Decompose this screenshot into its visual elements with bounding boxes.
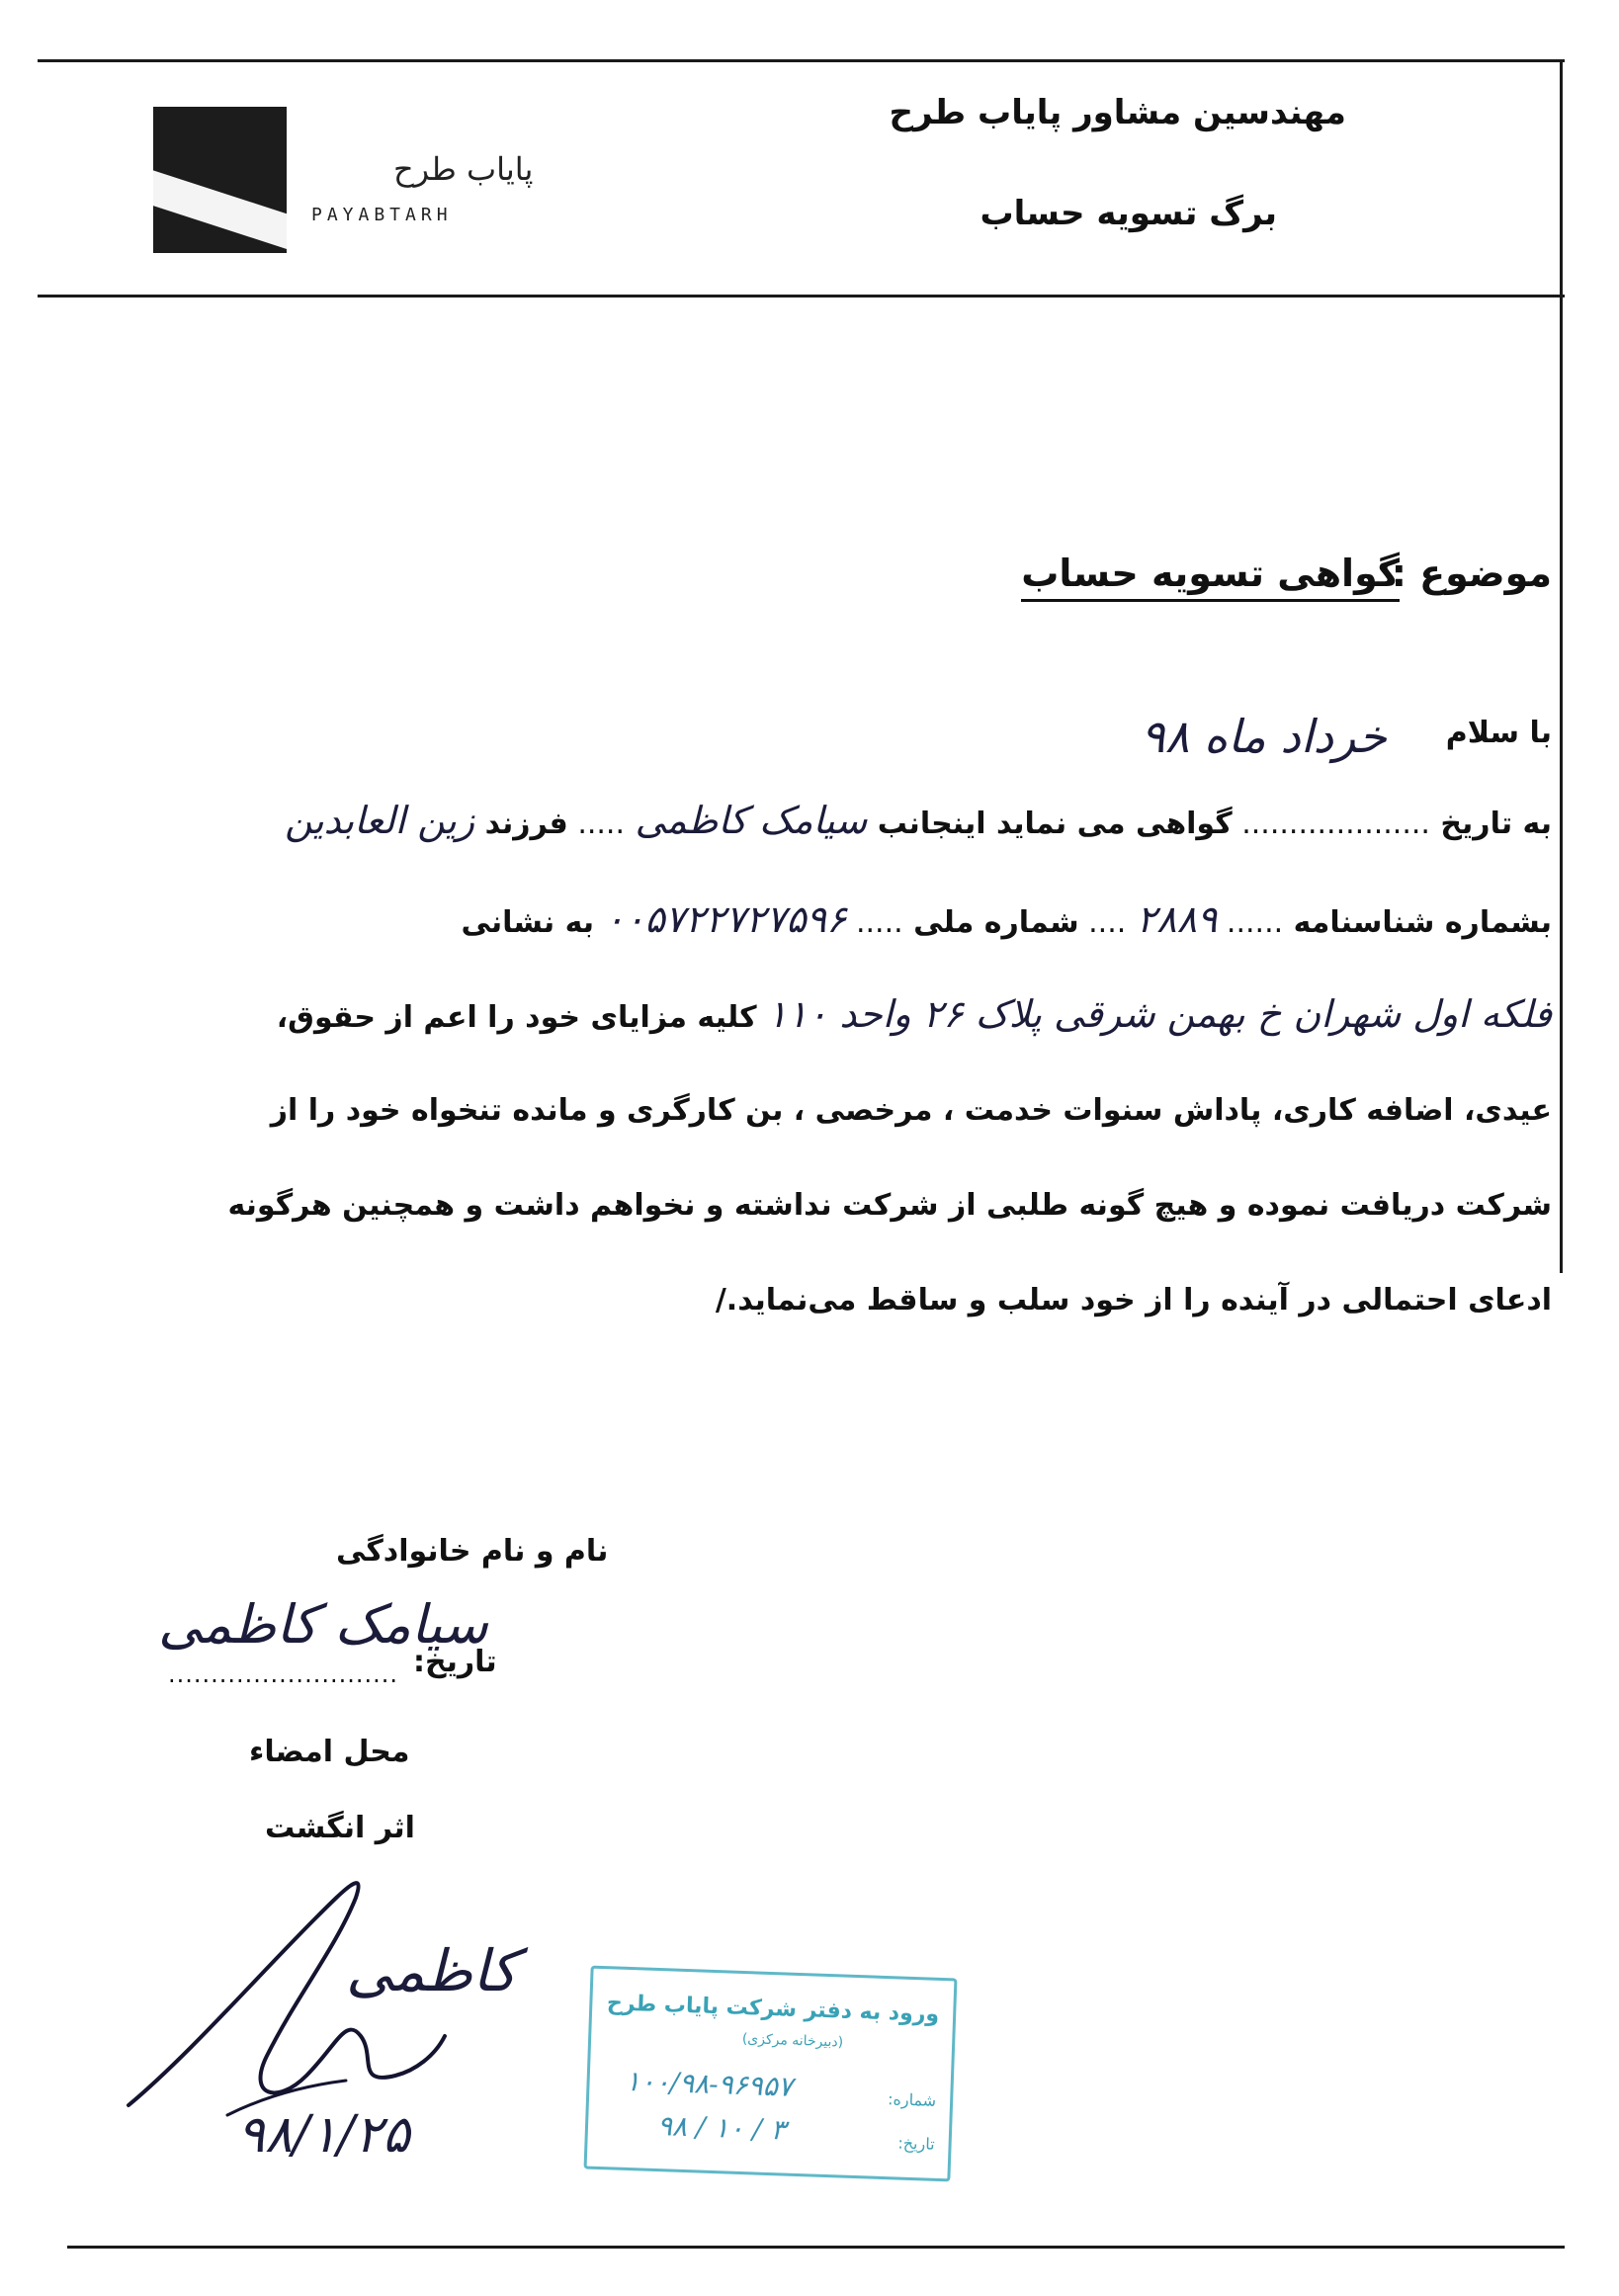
address-label: به نشانی [461, 905, 595, 940]
company-name: مهندسین مشاور پایاب طرح [889, 93, 1346, 132]
date-prefix: به تاریخ [1440, 807, 1552, 841]
logo-text-en: PAYABTARH [311, 205, 453, 225]
stamp-number-label: شماره: [887, 2089, 937, 2110]
stamp-date-value: ۹۸ / ۱۰ / ۳ [656, 2109, 787, 2147]
body-line-6: ادعای احتمالی در آینده را از خود سلب و ساقط می‌نماید./ [715, 1283, 1552, 1318]
registry-stamp [584, 1966, 958, 2182]
logo-text-fa: پایاب طرح [393, 150, 534, 188]
certify-text: گواهی می نماید اینجانب [877, 807, 1233, 841]
signed-date-handwritten: ۹۸/۱/۲۵ [237, 2105, 410, 2165]
stamp-number-value: ۱۰۰/۹۸-۹۶۹۵۷ [625, 2064, 794, 2103]
signature-name-handwritten: کاظمی [346, 1937, 518, 2004]
employee-name-handwritten: سیامک کاظمی [635, 799, 868, 842]
stamp-subtitle: (دبیرخانه مرکزی) [741, 2030, 844, 2051]
national-id-handwritten: ۰۰۵۷۲۲۷۲۷۵۹۶ [604, 897, 847, 941]
body-line-3-text: کلیه مزایای خود را اعم از حقوق، [276, 1000, 757, 1035]
greeting: با سلام [1445, 716, 1552, 750]
subject-value: گواهی تسویه حساب [1021, 552, 1400, 602]
signer-date-dots: ........................... [168, 1660, 398, 1688]
child-of-label: فرزند [484, 807, 568, 841]
name-label: نام و نام خانوادگی [336, 1534, 609, 1569]
body-line-4: عیدی، اضافه کاری، پاداش سنوات خدمت ، مرخصی ، بن کارگری و مانده تنخواه خود را از [270, 1093, 1552, 1128]
header-top-rule [38, 59, 1565, 62]
address-handwritten: فلکه اول شهران خ بهمن شرقی پلاک ۲۶ واحد ۱۱۰ [767, 992, 1552, 1036]
handwritten-date: خرداد ماه ۹۸ [1141, 710, 1387, 763]
stamp-date-label: تاریخ: [897, 2133, 935, 2154]
father-name-handwritten: زین العابدین [285, 799, 475, 842]
national-id-label: شماره ملی [913, 905, 1079, 940]
logo-stripe [153, 170, 287, 251]
form-title: برگ تسویه حساب [980, 194, 1277, 233]
stamp-title: ورود به دفتر شرکت پایاب طرح [606, 1991, 940, 2027]
header-bottom-rule [38, 295, 1565, 298]
id-number-label: بشماره شناسنامه [1293, 905, 1552, 940]
fingerprint-label: اثر انگشت [265, 1811, 415, 1845]
id-number-handwritten: ۲۸۸۹ [1136, 897, 1218, 941]
footer-rule [67, 2246, 1565, 2249]
signer-date-label: تاریخ: [413, 1645, 497, 1679]
body-line-5: شرکت دریافت نموده و هیچ گونه طلبی از شرکت نداشته و نخواهم داشت و همچنین هرگونه [227, 1188, 1552, 1223]
body-line-2: بشماره شناسنامه ...... ۲۸۸۹ .... شماره ملی ..... ۰۰۵۷۲۲۷۲۷۵۹۶ به نشانی [461, 897, 1552, 941]
date-dots: .................... [1232, 807, 1430, 841]
subject-label: موضوع : [1391, 552, 1552, 595]
signature-place-label: محل امضاء [249, 1735, 410, 1769]
company-logo [153, 107, 287, 253]
signer-name-handwritten: سیامک کاظمی [158, 1593, 488, 1656]
body-line-1: به تاریخ .................... گواهی می نماید اینجانب سیامک کاظمی ..... فرزند زین العابدین [285, 799, 1552, 842]
body-line-3 [277, 992, 1552, 1036]
header-right-rule [1560, 59, 1563, 1273]
